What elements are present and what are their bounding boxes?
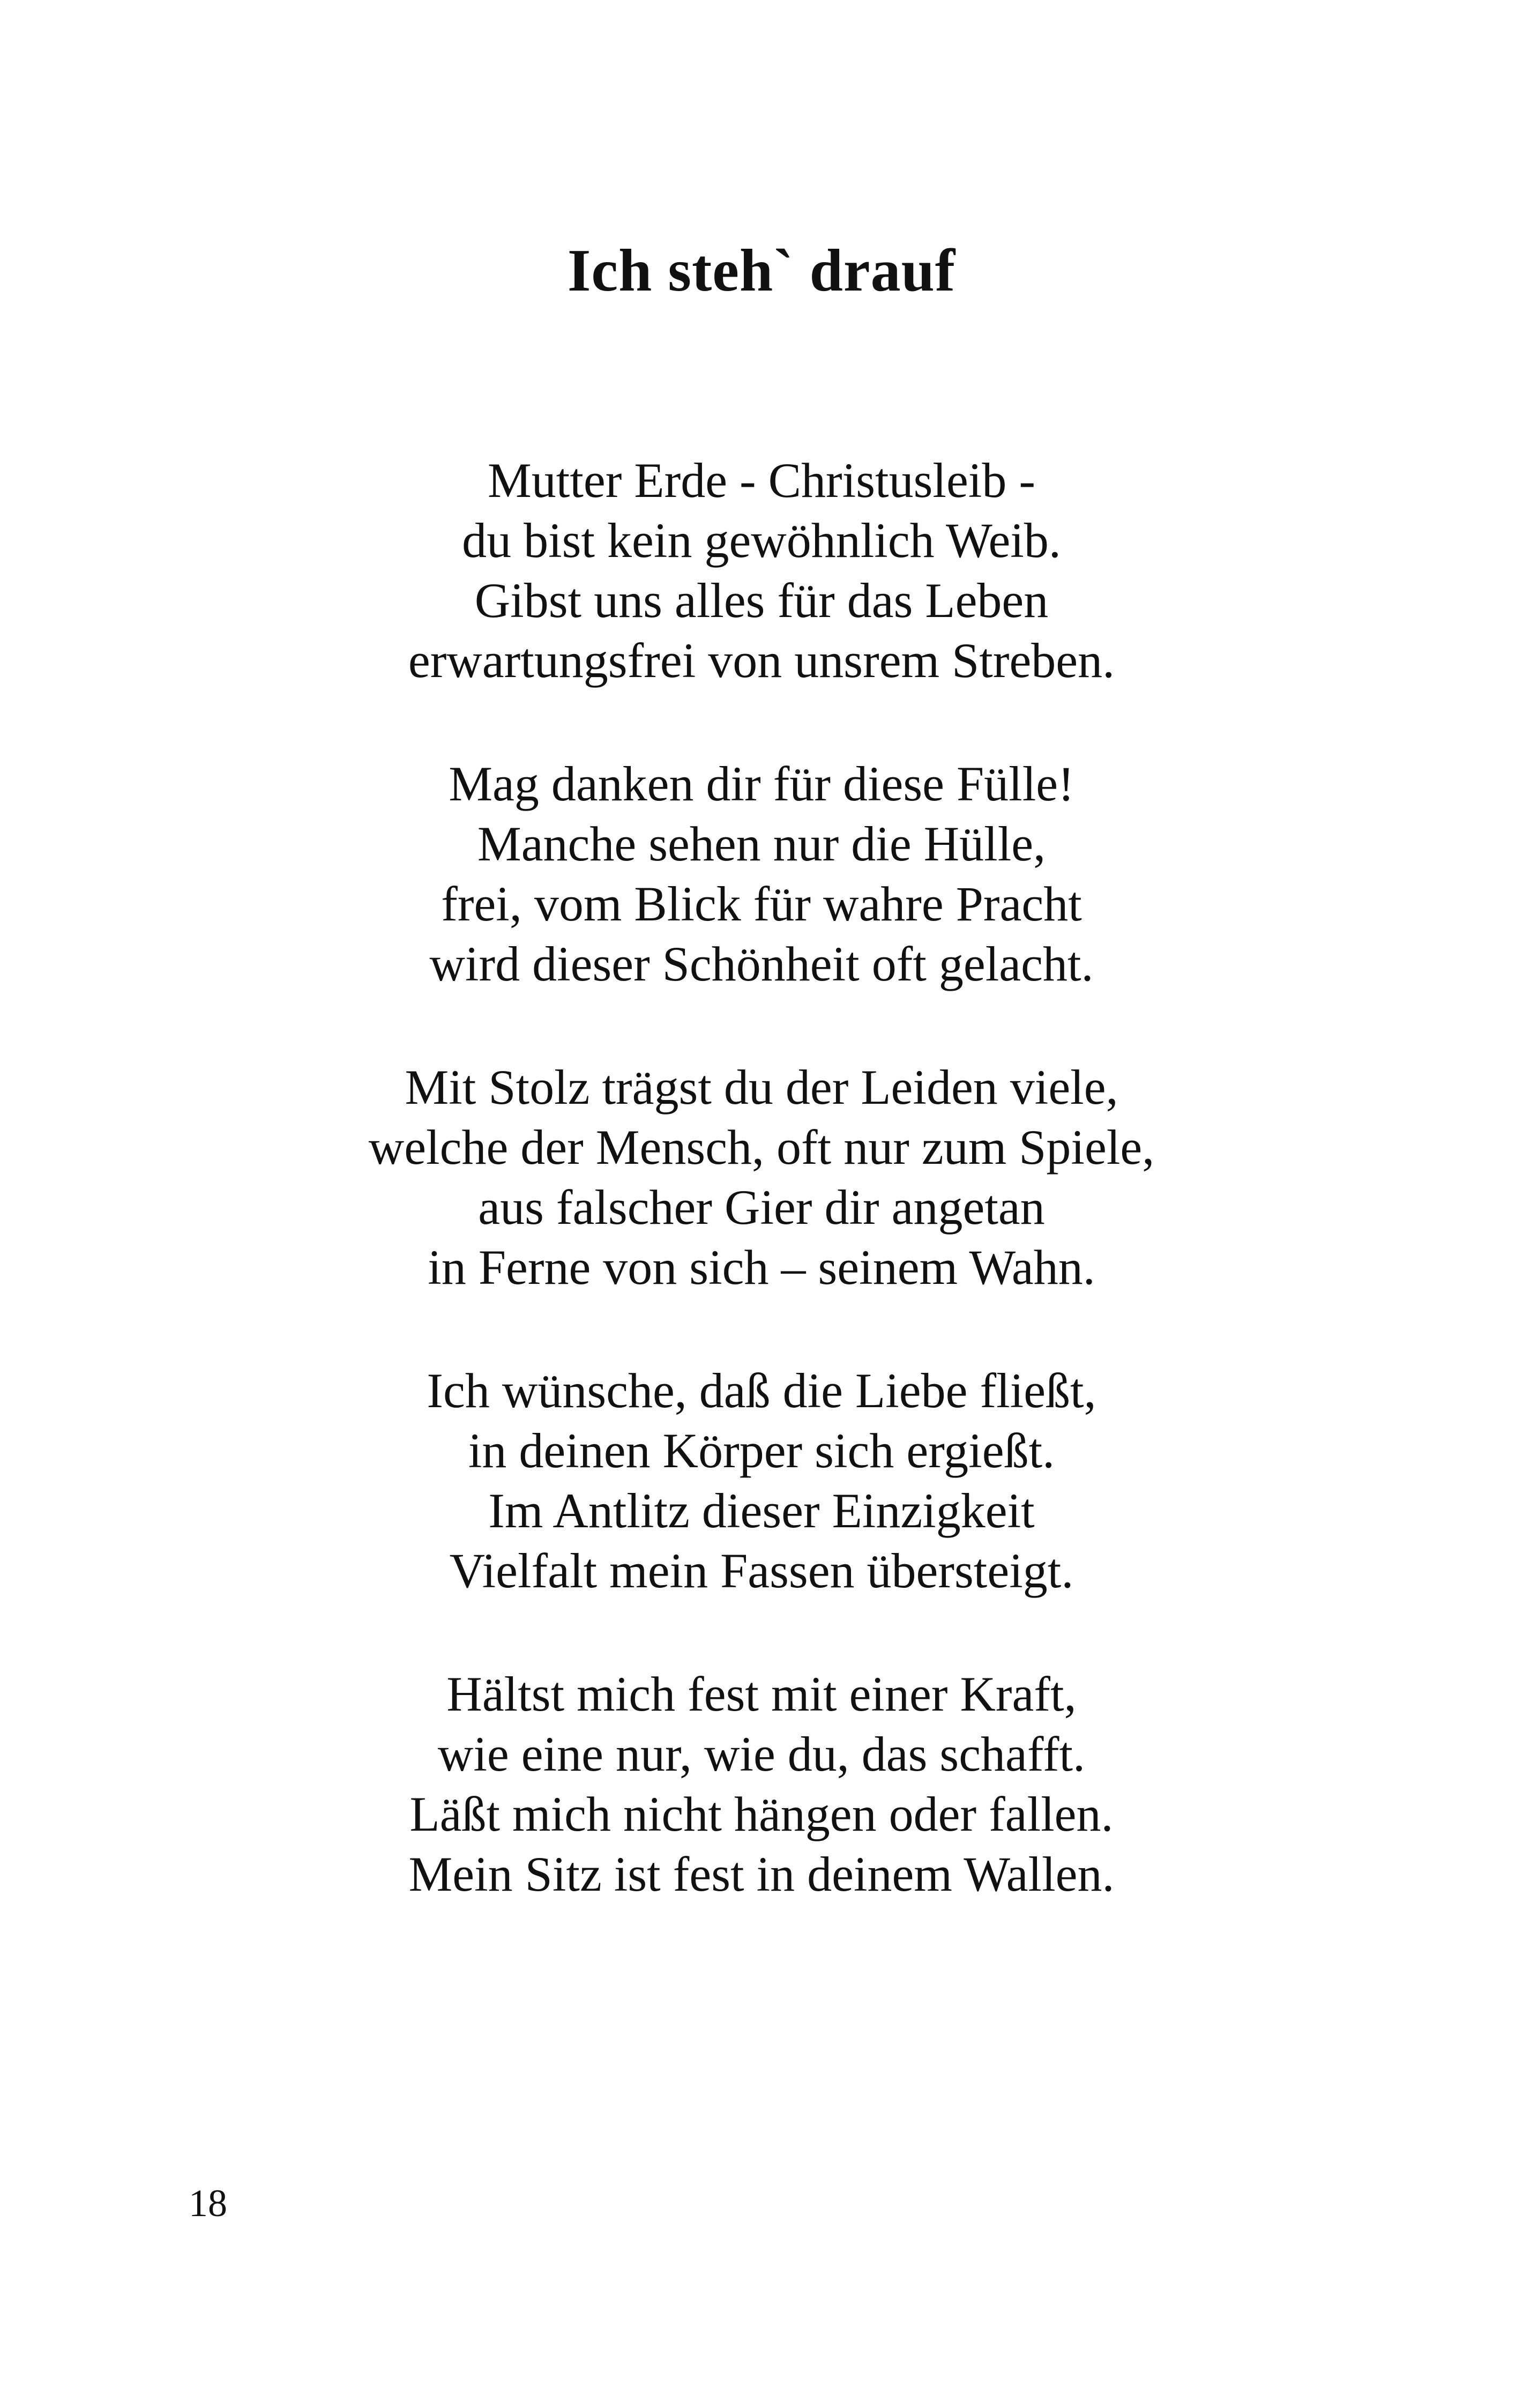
poem-line: Manche sehen nur die Hülle,: [477, 816, 1046, 871]
stanza: [0, 1057, 1523, 1297]
poem-line: Mit Stolz trägst du der Leiden viele,: [405, 1060, 1118, 1114]
poem-line: wird dieser Schönheit oft gelacht.: [429, 937, 1094, 991]
poem-line: Läßt mich nicht hängen oder fallen.: [409, 1787, 1114, 1841]
stanza: [0, 754, 1523, 994]
poem-line: Mutter Erde - Christusleib -: [487, 453, 1036, 508]
stanza: [0, 1664, 1523, 1904]
poem-line: welche der Mensch, oft nur zum Spiele,: [368, 1120, 1155, 1175]
poem-line: in Ferne von sich – seinem Wahn.: [428, 1240, 1095, 1295]
poem-line: frei, vom Blick für wahre Pracht: [441, 876, 1082, 931]
poem-line: Im Antlitz dieser Einzigkeit: [488, 1483, 1035, 1538]
poem-line: wie eine nur, wie du, das schafft.: [437, 1727, 1086, 1781]
poem-line: du bist kein gewöhnlich Weib.: [462, 513, 1061, 568]
poem-line: Hältst mich fest mit einer Kraft,: [446, 1667, 1077, 1721]
poem-line: Vielfalt mein Fassen übersteigt.: [449, 1543, 1074, 1598]
poem-line: Mein Sitz ist fest in deinem Wallen.: [408, 1847, 1115, 1901]
poem-line: Mag danken dir für diese Fülle!: [449, 756, 1074, 811]
stanza: [0, 1361, 1523, 1601]
poem-title: Ich steh` drauf: [567, 237, 956, 304]
stanza: [0, 450, 1523, 690]
poem-line: Ich wünsche, daß die Liebe fließt,: [427, 1363, 1096, 1418]
poem-line: Gibst uns alles für das Leben: [474, 573, 1049, 628]
poem-line: erwartungsfrei von unsrem Streben.: [408, 633, 1115, 688]
page-number: 18: [189, 2182, 227, 2225]
poem-body: [0, 450, 1523, 1967]
poem-line: in deinen Körper sich ergießt.: [468, 1423, 1055, 1478]
poem-line: aus falscher Gier dir angetan: [478, 1180, 1045, 1235]
